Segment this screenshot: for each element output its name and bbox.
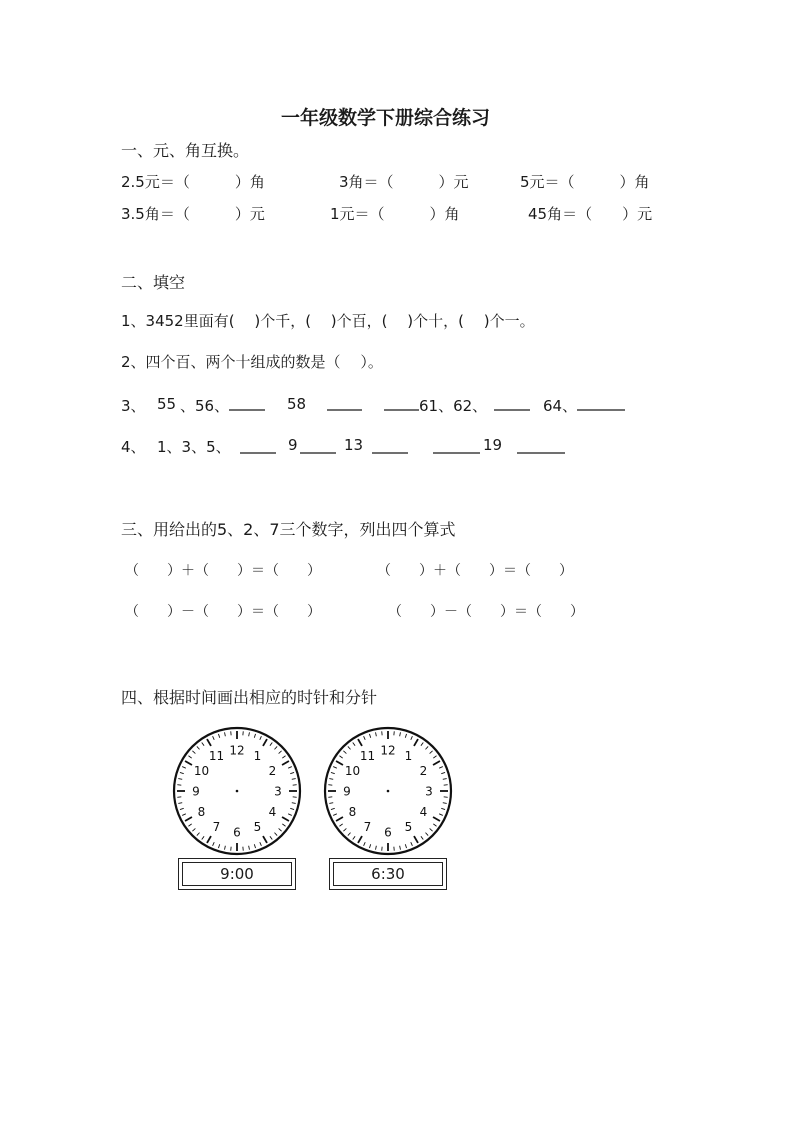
- sequence-term: 、56、: [180, 397, 230, 415]
- sequence-term: 1、3、5、: [157, 438, 231, 456]
- fill-question-4-number: 4、: [121, 438, 146, 456]
- clock-number: 7: [212, 820, 221, 835]
- clock-center-dot: [387, 790, 390, 793]
- time-label: 9:00: [182, 862, 292, 886]
- clock-number: 12: [380, 743, 396, 758]
- time-box: [178, 858, 296, 890]
- clock-center-dot: [236, 790, 239, 793]
- sequence-term: 61、62、: [419, 397, 488, 415]
- clock-number: 5: [404, 820, 413, 835]
- exchange-item: 1元＝（ ）角: [330, 205, 460, 223]
- clock-number: 4: [268, 805, 277, 819]
- clock-number: 1: [253, 748, 262, 763]
- subtraction-expression: （ ）－（ ）＝（ ）: [388, 604, 584, 620]
- clock-number: 10: [193, 764, 210, 778]
- clock-number: 2: [268, 764, 277, 778]
- clock-number: 11: [359, 748, 376, 763]
- fill-question-2: 2、四个百、两个十组成的数是（ ）。: [121, 353, 383, 371]
- sequence-term: 55: [157, 395, 177, 413]
- clock-number: 6: [233, 825, 241, 840]
- clock-face[interactable]: [174, 728, 300, 854]
- answer-blanks: [229, 410, 625, 453]
- exchange-item: 3角＝（ ）元: [339, 173, 469, 191]
- addition-expression: （ ）＋（ ）＝（ ）: [125, 563, 321, 579]
- clock-number: 4: [419, 805, 428, 819]
- sequence-term: 64、: [543, 397, 578, 415]
- clock-number: 5: [253, 820, 262, 835]
- section-4-heading: 四、根据时间画出相应的时针和分针: [121, 688, 378, 707]
- clock-number: 6: [384, 825, 392, 840]
- section-1-heading: 一、元、角互换。: [121, 141, 250, 160]
- clock-number: 8: [197, 805, 206, 819]
- sequence-term: 9: [288, 436, 298, 454]
- exchange-item: 2.5元＝（ ）角: [121, 173, 265, 191]
- clock-number: 2: [419, 764, 428, 778]
- clock-number: 1: [404, 748, 413, 763]
- section-3-heading: 三、用给出的5、2、7三个数字，列出四个算式: [121, 520, 456, 539]
- clock-number: 12: [229, 743, 245, 758]
- time-label: 6:30: [333, 862, 443, 886]
- clock-number: 10: [344, 764, 361, 778]
- clocks-group: [174, 728, 451, 854]
- clock-number: 3: [425, 784, 433, 799]
- clock-number: 8: [348, 805, 357, 819]
- page-title: 一年级数学下册综合练习: [281, 107, 491, 129]
- section-2-heading: 二、填空: [121, 273, 186, 292]
- addition-expression: （ ）＋（ ）＝（ ）: [377, 563, 573, 579]
- sequence-term: 58: [287, 395, 307, 413]
- time-box: [329, 858, 447, 890]
- sequence-term: 19: [483, 436, 503, 454]
- clock-number: 11: [208, 748, 225, 763]
- clock-number: 3: [274, 784, 282, 799]
- exchange-item: 45角＝（ ）元: [528, 205, 653, 223]
- sequence-term: 13: [344, 436, 364, 454]
- clock-number: 9: [192, 784, 200, 799]
- subtraction-expression: （ ）－（ ）＝（ ）: [125, 604, 321, 620]
- clock-face[interactable]: [325, 728, 451, 854]
- fill-question-3-number: 3、: [121, 397, 146, 415]
- exchange-item: 3.5角＝（ ）元: [121, 205, 265, 223]
- exchange-item: 5元＝（ ）角: [520, 173, 650, 191]
- clock-number: 7: [363, 820, 372, 835]
- clock-number: 9: [343, 784, 351, 799]
- fill-question-1: 1、3452里面有( )个千，( )个百，( )个十，( )个一。: [121, 312, 535, 330]
